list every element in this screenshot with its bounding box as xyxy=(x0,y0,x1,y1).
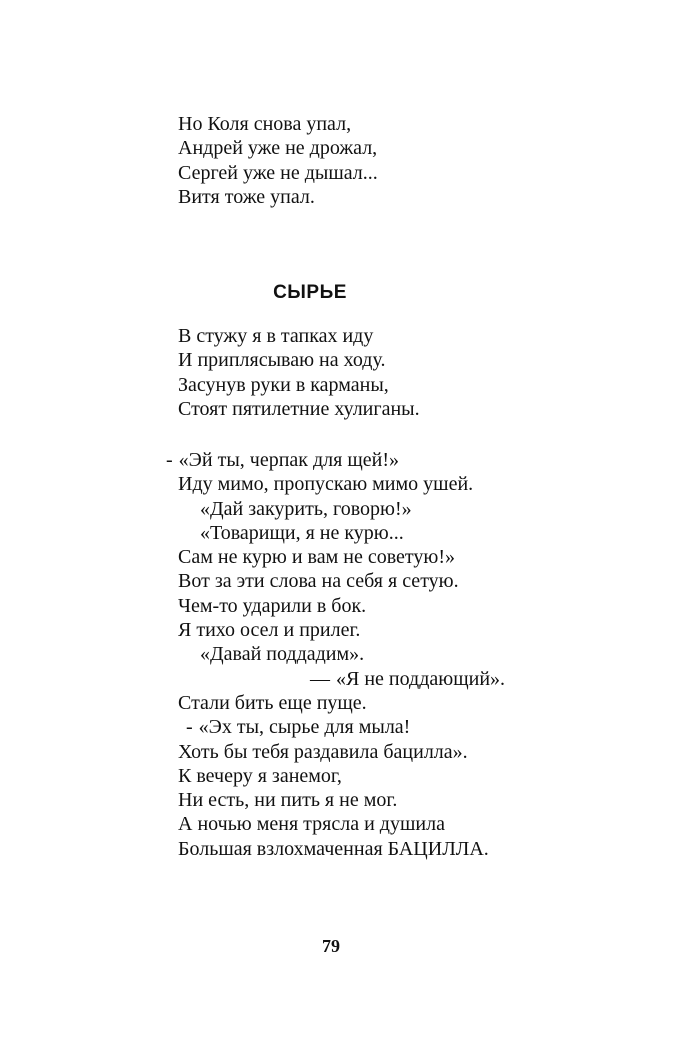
poem-line-text: «Эх ты, сырье для мыла! xyxy=(198,716,411,739)
poem-line xyxy=(178,667,505,691)
page-number: 79 xyxy=(322,936,340,956)
poem-line: Иду мимо, пропускаю мимо ушей. xyxy=(178,473,474,496)
poem-line: Засунув руки в карманы, xyxy=(178,373,389,396)
poem-line: И приплясываю на ходу. xyxy=(178,349,386,372)
poem-line: Стоят пятилетние хулиганы. xyxy=(178,397,420,420)
poem-line: Андрей уже не дрожал, xyxy=(178,137,378,160)
poem-line: Хоть бы тебя раздавила бацилла». xyxy=(178,740,468,763)
poem-line: «Давай поддадим». xyxy=(200,643,365,666)
poem-line: Витя тоже упал. xyxy=(178,185,315,208)
poem-line: А ночью меня трясла и душила xyxy=(178,813,445,836)
poem-line: К вечеру я занемог, xyxy=(178,764,342,787)
poem-line: Сергей уже не дышал... xyxy=(178,161,378,184)
poem-line-text: «Эй ты, черпак для щей!» xyxy=(178,449,399,471)
dialogue-dash: — xyxy=(310,667,330,690)
poem-line: Чем-то ударили в бок. xyxy=(178,594,367,617)
poem-line-text: «Я не поддающий». xyxy=(336,667,506,690)
poem-line xyxy=(166,448,505,472)
poem-line: Большая взлохмаченная БАЦИЛЛА. xyxy=(178,837,489,860)
poem-line: В стужу я в тапках иду xyxy=(178,325,374,347)
poem-line: Ни есть, ни пить я не мог. xyxy=(178,789,398,812)
dialogue-dash: - xyxy=(166,449,173,471)
poem-line: Стали бить еще пуще. xyxy=(178,691,367,714)
dialogue-dash: - xyxy=(186,716,193,739)
poem-line: Вот за эти слова на себя я сетую. xyxy=(178,570,459,593)
poem-line: Сам не курю и вам не советую!» xyxy=(178,546,455,569)
poem-ending-stanza xyxy=(178,112,378,209)
poem-stanza-1 xyxy=(178,324,420,421)
poem-line xyxy=(178,715,505,739)
poem-line: Я тихо осел и прилег. xyxy=(178,619,361,642)
poem-stanza-2 xyxy=(166,448,506,861)
poem-line: «Дай закурить, говорю!» xyxy=(200,497,412,520)
poem-line: «Товарищи, я не курю... xyxy=(200,521,404,544)
poem-title: СЫРЬЕ xyxy=(273,282,347,303)
poem-line: Но Коля снова упал, xyxy=(178,113,352,135)
